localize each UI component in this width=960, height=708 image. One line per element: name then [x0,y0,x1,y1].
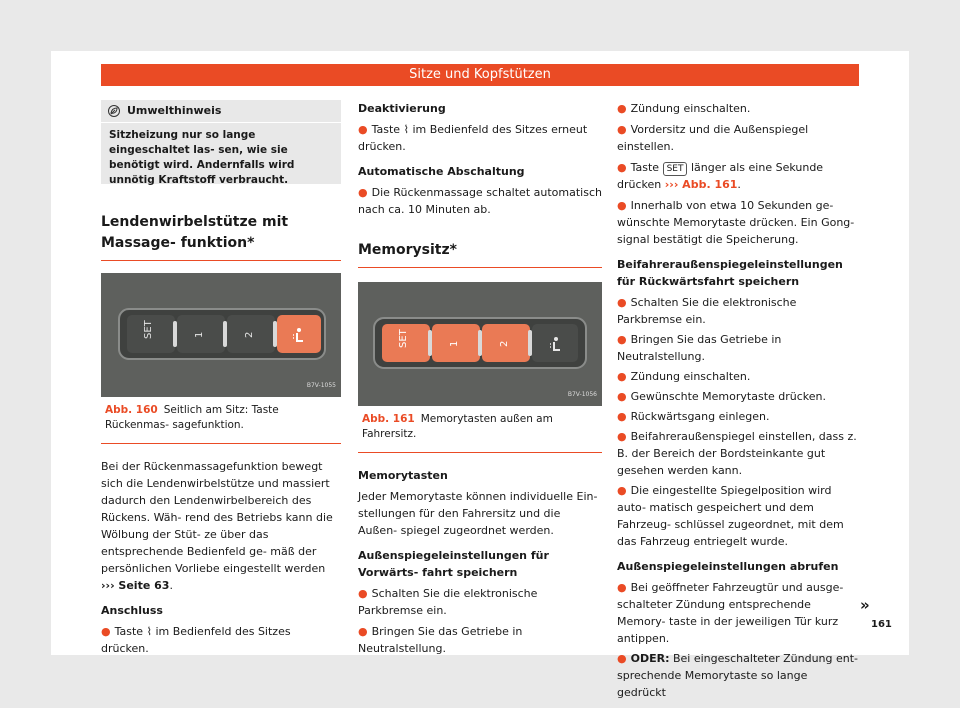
figure-161-label-2: 2 [499,340,510,347]
step-adjust: ● Vordersitz und die Außenspiegel einstellen. [617,123,809,153]
figure-161-label-1: 1 [449,340,460,347]
memorytasten-text: Jeder Memorytaste können individuelle Ein- stellungen für den Fahrersitz und die Außen- spiegel zugeordnet werden. [358,490,598,537]
column-left [101,100,341,657]
figure-160-image [101,273,341,397]
abrufen-item-2: ● ODER: Bei eingeschalteter Zündung ent- sprechende Memorytaste so lange gedrückt [617,652,859,699]
figure-161-label: Abb. 161 [362,413,415,425]
figure-161-image [358,282,602,406]
step-set-key: ● Taste SET länger als eine Sekunde drücken ››› Abb. 161. [617,161,824,191]
beifahrer-heading: Beifahreraußenspiegeleinstellungen für Rückwärtsfahrt speichern [617,258,843,288]
page-number: 161 [871,619,892,630]
figure-161-code: B7V-1056 [567,391,597,398]
environment-note-text: Sitzheizung nur so lange eingeschaltet las- sen, wie sie benötigt wird. Andernfalls wird unnötig Kraftstoff verbraucht. [109,129,295,186]
xref-abb-161[interactable]: ››› Abb. 161 [664,178,738,191]
chapter-header: Sitze und Kopfstützen [101,64,859,86]
figure-161-set-label: SET [398,329,409,348]
figure-160-label-1: 1 [194,331,205,338]
leaf-icon [107,104,121,118]
seat-side-panel-drawing [101,273,341,397]
set-key-symbol: SET [663,162,688,176]
environment-note-header [101,100,341,123]
beifahrer-item-6: ● Beifahreraußenspiegel einstellen, dass z. B. der Bereich der Bordsteinkante gut gesehen werden kann. [617,430,857,477]
column-middle [358,100,602,657]
figure-160-caption [101,397,341,444]
abrufen-item-1: ● Bei geöffneter Fahrzeugtür und ausge- schalteter Zündung entsprechende Memory- taste in der jeweiligen Tür kurz antippen. [617,581,844,645]
memory-buttons-drawing [358,282,602,406]
massage-icon: ⌇ [403,123,409,136]
lumbar-intro: Bei der Rückenmassagefunktion bewegt sich die Lendenwirbelstütze und massiert dadurch den Lendenwirbelbereich des Rückens. Wäh- rend des Betriebs kann die Wölbung der Stüt- ze über das entsprechende Bedienfeld ge- mäß der persönlichen Vorliebe eingestellt werden ››› Seite 63. [101,460,333,592]
figure-161-caption-text: Memorytasten außen am Fahrersitz. [362,413,553,440]
massage-icon: ⌇ [146,625,152,638]
section-title-memory: Memorysitz* [358,240,602,268]
column-right [617,100,859,701]
figure-160-label: Abb. 160 [105,404,158,416]
auto-abschaltung-heading: Automatische Abschaltung [358,165,525,178]
store-forward-item-2: ● Bringen Sie das Getriebe in Neutralstellung. [358,625,523,655]
store-forward-item-1: ● Schalten Sie die elektronische Parkbremse ein. [358,587,538,617]
beifahrer-item-4: ● Gewünschte Memorytaste drücken. [617,390,827,403]
figure-160-code: B7V-1055 [306,382,336,389]
beifahrer-item-3: ● Zündung einschalten. [617,370,751,383]
abrufen-heading: Außenspiegeleinstellungen abrufen [617,560,839,573]
auto-abschaltung-item: ● Die Rückenmassage schaltet automatisch nach ca. 10 Minuten ab. [358,186,602,216]
figure-160-caption-text: Seitlich am Sitz: Taste Rückenmas- sagefunktion. [105,404,279,431]
xref-seite-63[interactable]: ››› Seite 63 [101,579,170,592]
section-title-lumbar: Lendenwirbelstütze mit Massage- funktion* [101,212,341,261]
beifahrer-item-7: ● Die eingestellte Spiegelposition wird auto- matisch gespeichert und dem Fahrzeug- schlüssel zugeordnet, mit dem das Fahrzeug entriegelt wurde. [617,484,844,548]
step-ignition: ● Zündung einschalten. [617,102,751,115]
environment-note [101,100,341,184]
environment-note-title: Umwelthinweis [127,104,222,117]
anschluss-heading: Anschluss [101,604,163,617]
deaktivierung-heading: Deaktivierung [358,102,446,115]
step-memory-press: ● Innerhalb von etwa 10 Sekunden ge- wünschte Memorytaste drücken. Ein Gong- signal bestätigt die Speicherung. [617,199,855,246]
beifahrer-item-5: ● Rückwärtsgang einlegen. [617,410,770,423]
deaktivierung-item: ● Taste ⌇ im Bedienfeld des Sitzes erneut drücken. [358,123,588,153]
anschluss-item: ● Taste ⌇ im Bedienfeld des Sitzes drücken. [101,625,291,655]
figure-160-label-2: 2 [244,331,255,338]
beifahrer-item-1: ● Schalten Sie die elektronische Parkbremse ein. [617,296,797,326]
beifahrer-item-2: ● Bringen Sie das Getriebe in Neutralstellung. [617,333,782,363]
store-forward-heading: Außenspiegeleinstellungen für Vorwärts- fahrt speichern [358,549,549,579]
figure-161-caption [358,406,602,453]
figure-160-set-label: SET [143,320,154,339]
continue-arrow: » [860,596,870,614]
memorytasten-heading: Memorytasten [358,469,448,482]
